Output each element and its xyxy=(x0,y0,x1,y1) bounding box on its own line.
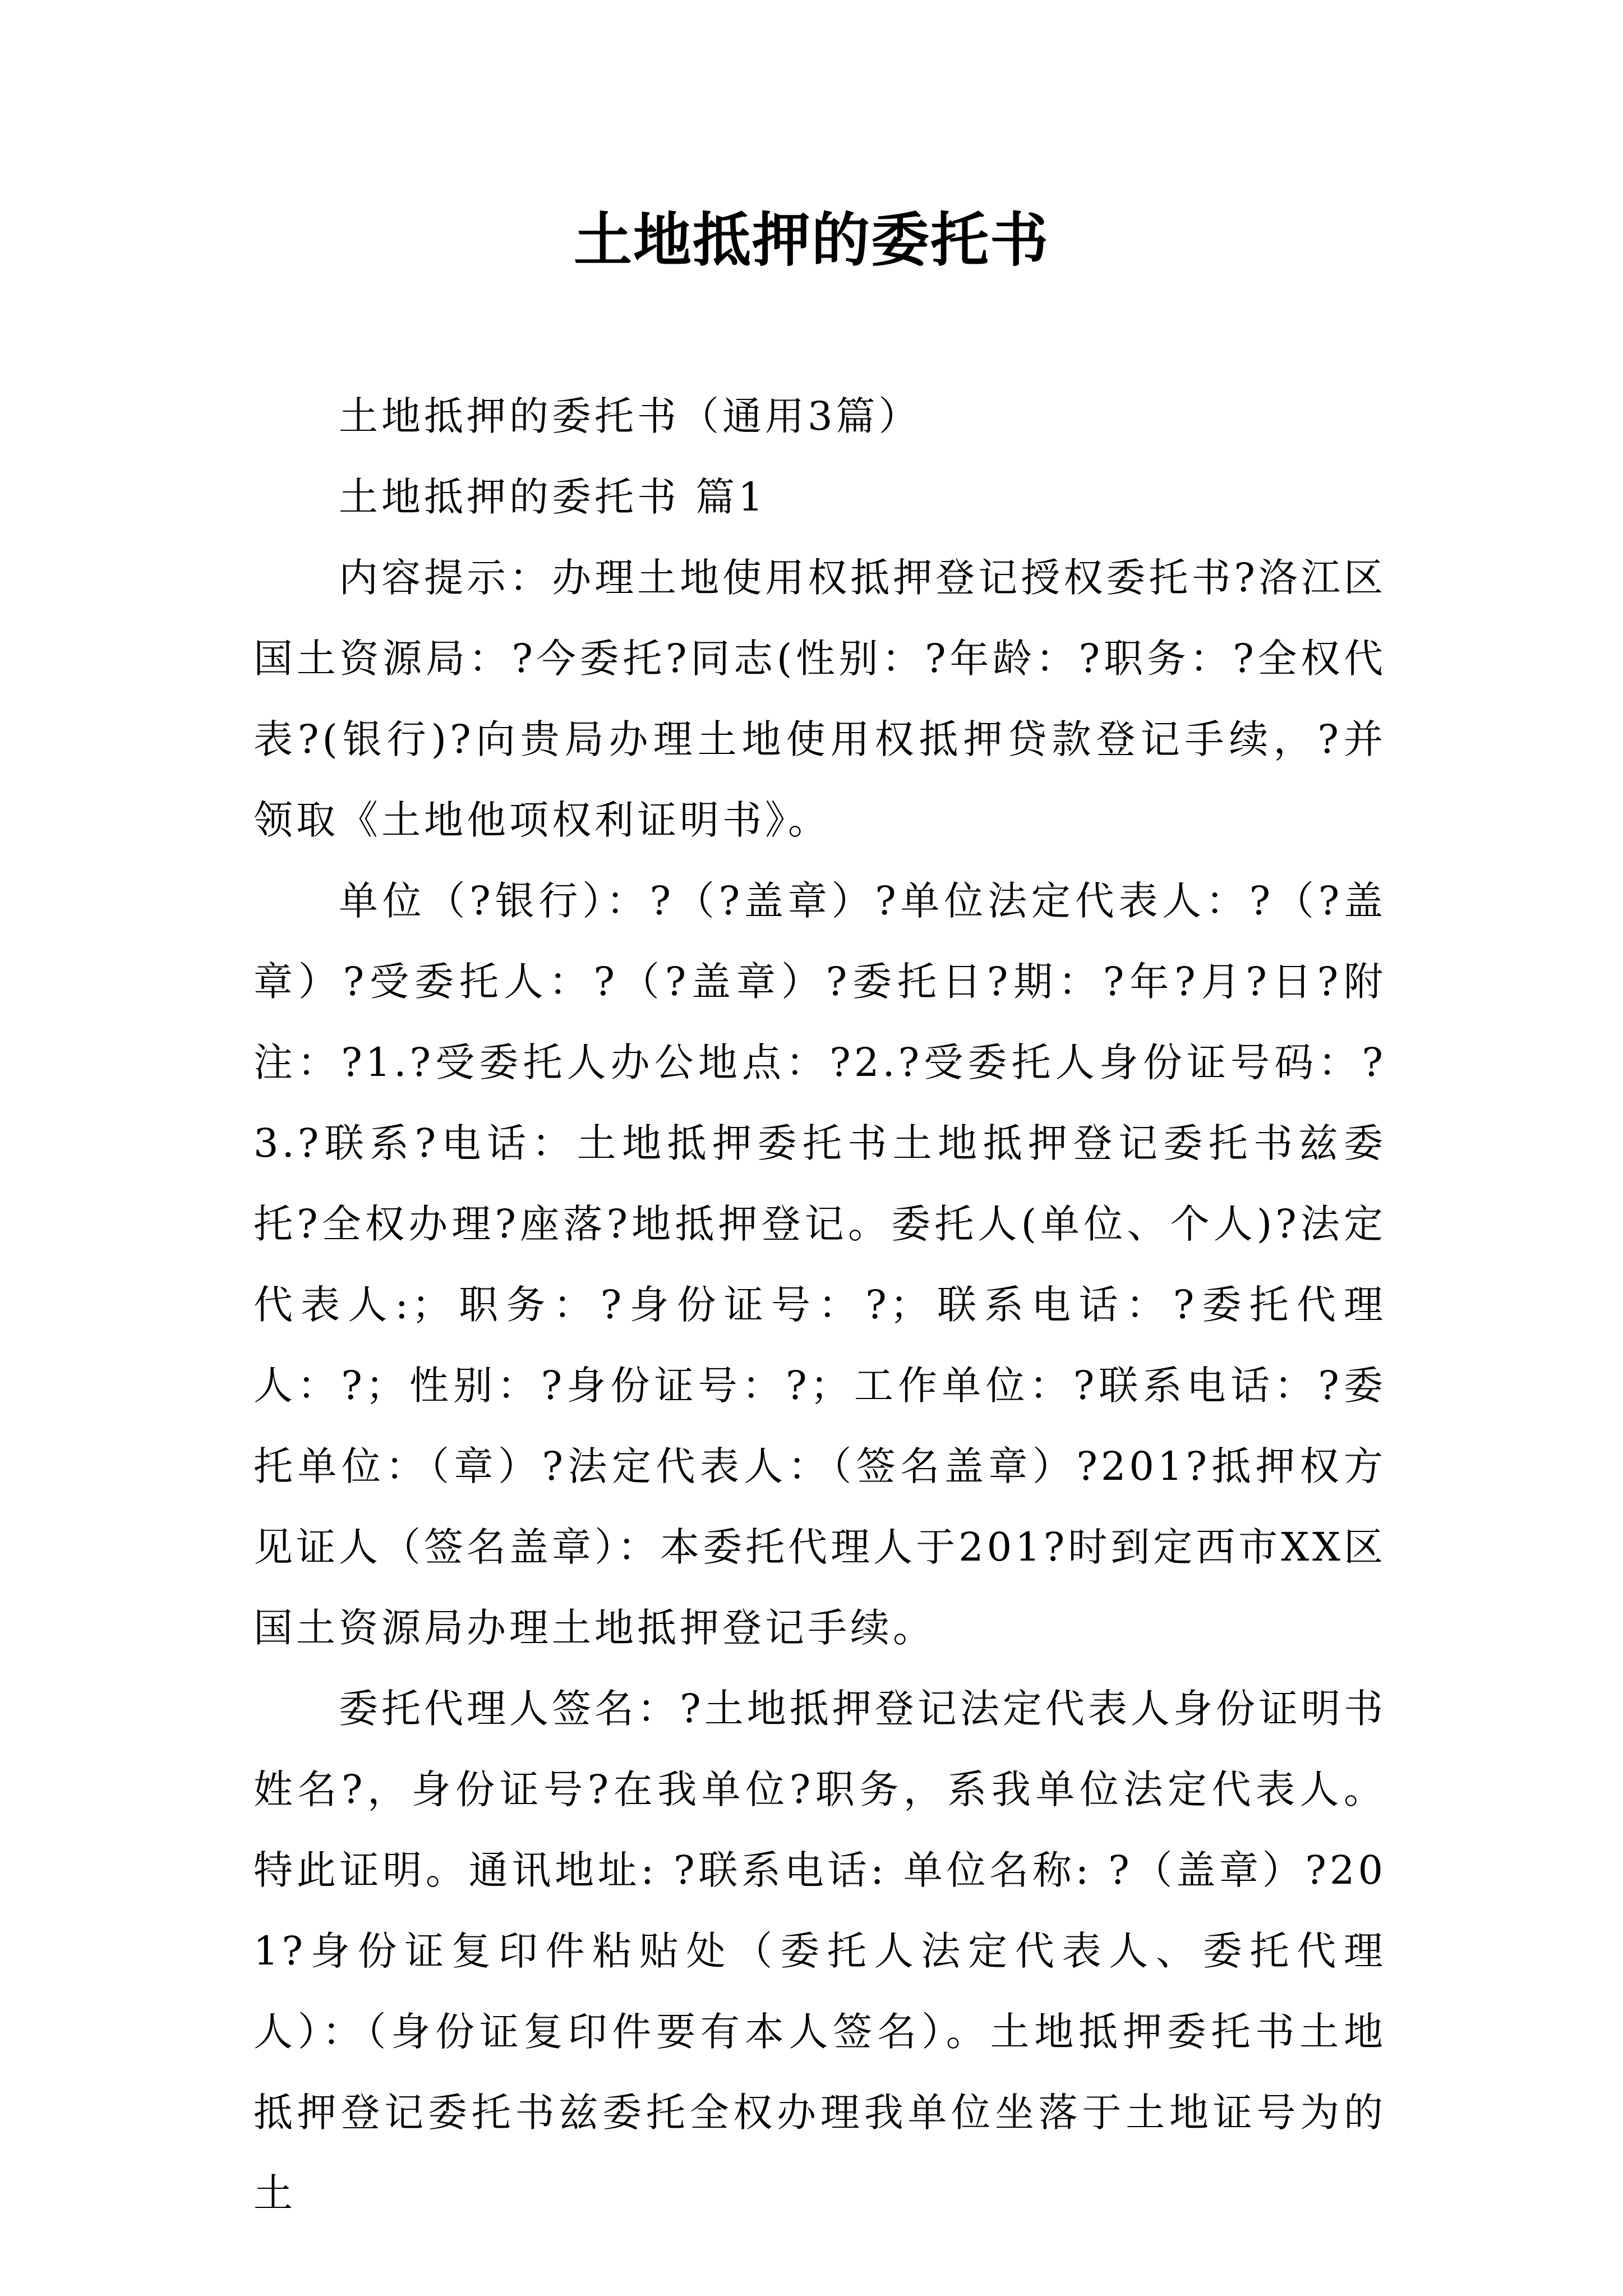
paragraph-content-summary: 内容提示：办理土地使用权抵押登记授权委托书?洛江区国土资源局：?今委托?同志(性别：?年龄：?职务：?全权代表?(银行)?向贵局办理土地使用权抵押贷款登记手续，?并领取《土地他项权利证明书》。 xyxy=(253,555,1386,843)
paragraph-agent-signature: 委托代理人签名：?土地抵押登记法定代表人身份证明书姓名?，身份证号?在我单位?职务，系我单位法定代表人。特此证明。通讯地址: ?联系电话: 单位名称: ?（盖章）?201?身份证复印件粘贴处（委托人法定代表人、委托代理人）：（身份证复印件要有本人签名）。土地抵押委托书土地抵押登记委托书兹委托全权办理我单位坐落于土地证号为的土 xyxy=(253,1686,1386,2216)
paragraph-section-heading: 土地抵押的委托书 篇1 xyxy=(339,474,767,520)
document-title: 土地抵押的委托书 xyxy=(573,205,1049,274)
paragraph-subtitle: 土地抵押的委托书（通用3篇） xyxy=(339,393,921,439)
paragraph-entrusting-unit: 单位（?银行）：?（?盖章）?单位法定代表人：?（?盖章）?受委托人：?（?盖章）?委托日?期：?年?月?日?附注：?1.?受委托人办公地点：?2.?受委托人身份证号码：?3.?联系?电话：土地抵押委托书土地抵押登记委托书兹委托?全权办理?座落?地抵押登记。委托人(单位、个人)?法定代表人:；职务：?身份证号：?；联系电话：?委托代理人：?；性别：?身份证号：?；工作单位：?联系电话：?委托单位：（章）?法定代表人：（签名盖章）?201?抵押权方见证人（签名盖章）：本委托代理人于201?时到定西市XX区国土资源局办理土地抵押登记手续。 xyxy=(253,878,1386,1651)
document-body xyxy=(253,376,1386,2234)
